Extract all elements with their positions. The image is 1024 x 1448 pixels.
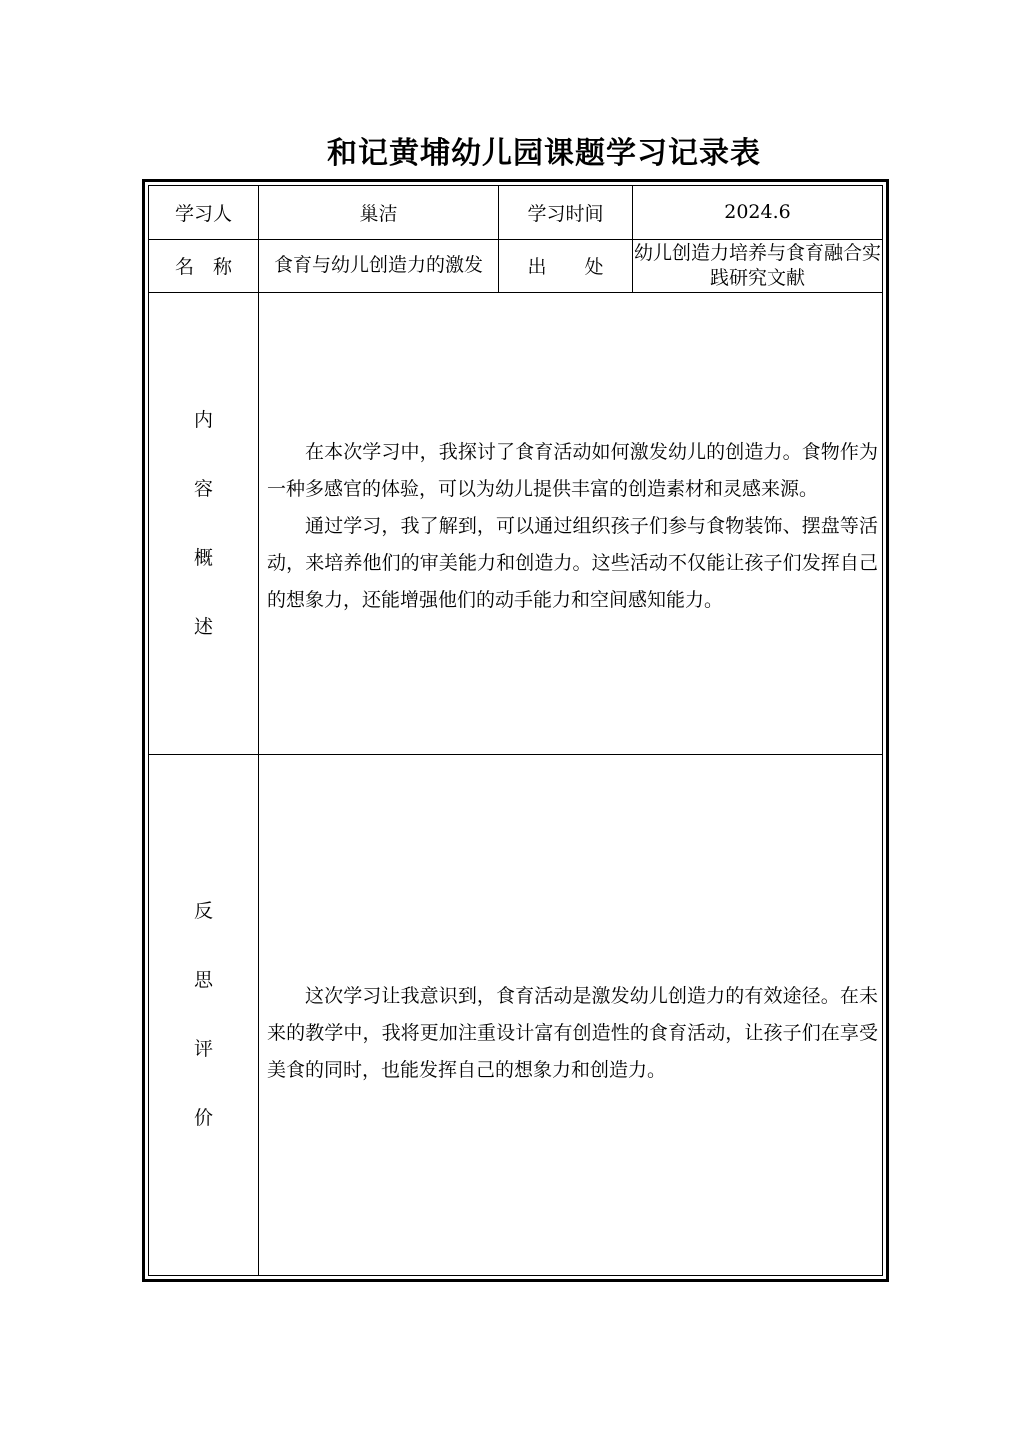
reflection-paragraph: 这次学习让我意识到，食育活动是激发幼儿创造力的有效途径。在未来的教学中，我将更加注重设计富有创造性的食育活动，让孩子们在享受美食的同时，也能发挥自己的想象力和创造力。 <box>267 985 878 1082</box>
summary-label-char: 述 <box>193 615 213 638</box>
name-label: 名 称 <box>149 239 259 293</box>
reflection-row <box>149 754 883 1275</box>
summary-content-cell <box>259 293 883 755</box>
record-table-frame <box>142 179 889 1282</box>
reflection-label-char: 评 <box>193 1037 213 1060</box>
study-time-value: 2024.6 <box>633 186 883 240</box>
summary-label-char: 概 <box>193 546 213 569</box>
summary-label-cell <box>149 293 259 755</box>
summary-label-char: 内 <box>193 408 213 431</box>
reflection-label-char: 思 <box>193 968 213 991</box>
reflection-label-char: 反 <box>193 899 213 922</box>
reflection-content <box>259 940 882 1089</box>
page-title: 和记黄埔幼儿园课题学习记录表 <box>327 136 761 171</box>
name-row <box>149 239 883 293</box>
reflection-label-char: 价 <box>193 1106 213 1129</box>
summary-content <box>259 428 882 619</box>
summary-paragraph: 通过学习，我了解到，可以通过组织孩子们参与食物装饰、摆盘等活动，来培养他们的审美能力和创造力。这些活动不仅能让孩子们发挥自己的想象力，还能增强他们的动手能力和空间感知能力。 <box>267 515 878 611</box>
reflection-label-cell <box>149 754 259 1275</box>
summary-row <box>149 293 883 755</box>
source-label: 出 处 <box>499 239 633 293</box>
record-table <box>148 185 883 1276</box>
summary-label-char: 容 <box>193 477 213 500</box>
reflection-label <box>149 755 258 1275</box>
source-value: 幼儿创造力培养与食育融合实践研究文献 <box>633 239 883 293</box>
reflection-content-cell <box>259 754 883 1275</box>
name-value: 食育与幼儿创造力的激发 <box>259 239 499 293</box>
learner-label: 学习人 <box>149 186 259 240</box>
learner-value: 巢洁 <box>259 186 499 240</box>
header-row <box>149 186 883 240</box>
study-time-label: 学习时间 <box>499 186 633 240</box>
summary-label <box>149 293 258 754</box>
summary-paragraph: 在本次学习中，我探讨了食育活动如何激发幼儿的创造力。食物作为一种多感官的体验，可以为幼儿提供丰富的创造素材和灵感来源。 <box>267 441 878 500</box>
